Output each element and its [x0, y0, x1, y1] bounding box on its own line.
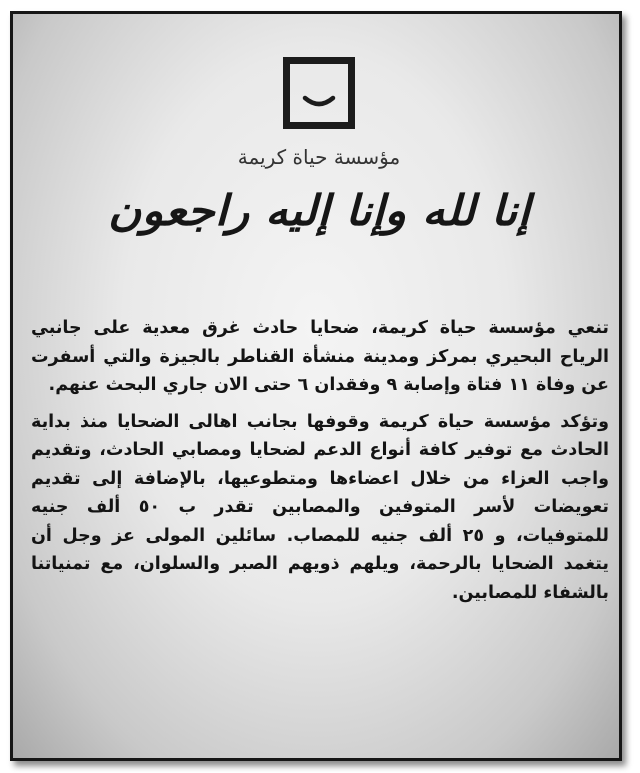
quran-verse-calligraphy: إنا لله وإنا إليه راجعون [108, 186, 530, 235]
paragraph-1: تنعي مؤسسة حياة كريمة، ضحايا حادث غرق معدية على جانبي الرياح البحيري بمركز ومدينة منشأة القناطر بالجيزة والتي أسفرت عن وفاة ١١ فتاة وإصابة ٩ وفقدان ٦ حتى الان جاري البحث عنهم. [31, 318, 609, 395]
organization-name: مؤسسة حياة كريمة [237, 145, 401, 169]
condolence-text [31, 314, 609, 607]
condolence-card [10, 11, 622, 761]
paragraph-2: وتؤكد مؤسسة حياة كريمة وقوفها بجانب اهالى الضحايا منذ بداية الحادث مع توفير كافة أنواع الدعم لضحايا ومصابي الحادث، وتقديم واجب العزاء من خلال اعضاءها ومتطوعيها، بالإضافة إلى تقديم تعويضات لأسر المتوفين والمصابين تقدر ب ٥٠ ألف جنيه للمتوفيات، و ٢٥ ألف جنيه للمصاب. سائلين المولى عز وجل أن يتغمد الضحايا بالرحمة، ويلهم ذويهم الصبر والسلوان، مع تمنياتنا بالشفاء للمصابين. [31, 411, 610, 603]
smile-square-logo-icon [283, 57, 355, 129]
